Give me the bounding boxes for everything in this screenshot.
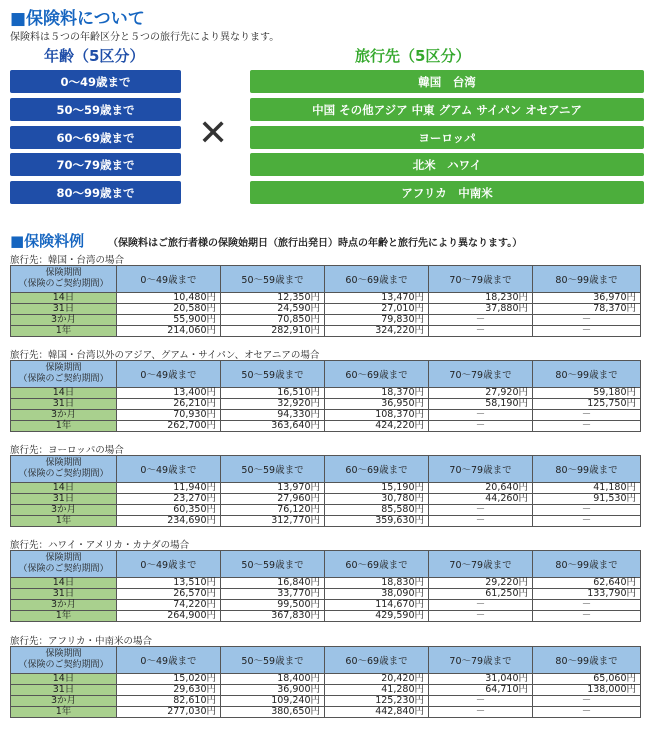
period-header-line: （保険のご契約期間） [18,279,109,289]
table-row [11,410,641,421]
period-cell: 1年 [11,611,117,622]
premium-cell: － [533,696,641,707]
premium-cell: 13,970円 [221,483,325,494]
premium-cell: 12,350円 [221,293,325,304]
table-header-row [11,266,641,293]
premium-cell: 15,020円 [117,674,221,685]
premium-cell: － [429,516,533,527]
premium-cell: 15,190円 [325,483,429,494]
premium-cell: 82,610円 [117,696,221,707]
period-header-line: （保険のご契約期間） [18,564,109,574]
table-caption: 旅行先：韓国・台湾の場合 [10,255,125,266]
age-header: 70～79歳まで [429,456,533,483]
premium-cell: 324,220円 [325,326,429,337]
premium-cell: 262,700円 [117,421,221,432]
table-row [11,685,641,696]
premium-cell: 85,580円 [325,505,429,516]
premium-cell: － [533,326,641,337]
premium-cell: 29,630円 [117,685,221,696]
period-header [11,266,117,293]
age-category-box: 60～69歳まで [10,126,181,149]
premium-cell: 60,350円 [117,505,221,516]
age-header: 70～79歳まで [429,551,533,578]
premium-cell: 38,090円 [325,589,429,600]
premium-cell: 30,780円 [325,494,429,505]
premium-cell: 18,370円 [325,388,429,399]
premium-cell: 18,830円 [325,578,429,589]
period-cell: 3か月 [11,410,117,421]
premium-cell: 13,510円 [117,578,221,589]
period-header-line: （保険のご契約期間） [18,374,109,384]
period-cell: 14日 [11,293,117,304]
premium-cell: 13,470円 [325,293,429,304]
premium-cell: 108,370円 [325,410,429,421]
age-header: 80～99歳まで [533,551,641,578]
premium-cell: 133,790円 [533,589,641,600]
table-header-row [11,647,641,674]
premium-cell: － [533,421,641,432]
table-caption: 旅行先：アフリカ・中南米の場合 [10,636,153,647]
age-header: 0～49歳まで [117,551,221,578]
premium-cell: 70,850円 [221,315,325,326]
premium-cell: 74,220円 [117,600,221,611]
table-row [11,326,641,337]
premium-cell: 61,250円 [429,589,533,600]
premium-cell: － [429,421,533,432]
period-cell: 31日 [11,685,117,696]
premium-cell: 79,830円 [325,315,429,326]
premium-cell: － [533,611,641,622]
age-header: 50～59歳まで [221,456,325,483]
age-category-box: 50～59歳まで [10,98,181,121]
period-cell: 3か月 [11,696,117,707]
premium-cell: 94,330円 [221,410,325,421]
period-header-line: （保険のご契約期間） [18,660,109,670]
premium-cell: － [533,410,641,421]
period-header-line: （保険のご契約期間） [18,469,109,479]
premium-cell: 55,900円 [117,315,221,326]
table-row [11,399,641,410]
age-category-box: 70～79歳まで [10,153,181,176]
premium-cell: 380,650円 [221,707,325,718]
rate-table [10,550,641,622]
premium-cell: － [429,611,533,622]
premium-cell: 234,690円 [117,516,221,527]
premium-cell: 138,000円 [533,685,641,696]
premium-cell: － [533,600,641,611]
premium-cell: － [533,505,641,516]
period-header-line: 保険期間 [45,458,82,468]
premium-cell: 36,950円 [325,399,429,410]
age-header: 0～49歳まで [117,266,221,293]
page-title: ■保険料について [10,9,145,29]
period-header-line: 保険期間 [45,553,82,563]
premium-cell: 37,880円 [429,304,533,315]
period-cell: 1年 [11,516,117,527]
premium-cell: 114,670円 [325,600,429,611]
premium-cell: 214,060円 [117,326,221,337]
age-header: 0～49歳まで [117,361,221,388]
premium-cell: 367,830円 [221,611,325,622]
period-header [11,361,117,388]
table-row [11,421,641,432]
age-header: 80～99歳まで [533,361,641,388]
premium-cell: 13,400円 [117,388,221,399]
table-header-row [11,361,641,388]
examples-note: （保険料はご旅行者様の保険始期日（旅行出発日）時点の年齢と旅行先により異なります。） [108,238,523,249]
table-header-row [11,551,641,578]
premium-cell: 36,900円 [221,685,325,696]
premium-cell: 277,030円 [117,707,221,718]
period-cell: 14日 [11,578,117,589]
premium-cell: 59,180円 [533,388,641,399]
period-cell: 14日 [11,388,117,399]
table-caption: 旅行先：韓国・台湾以外のアジア、グアム・サイパン、オセアニアの場合 [10,350,320,361]
premium-cell: 125,230円 [325,696,429,707]
premium-cell: － [533,707,641,718]
premium-cell: － [429,696,533,707]
premium-cell: 31,040円 [429,674,533,685]
age-category-box: 80～99歳まで [10,181,181,204]
premium-cell: 20,580円 [117,304,221,315]
multiply-icon: ✕ [198,113,229,154]
premium-cell: 36,970円 [533,293,641,304]
period-header [11,456,117,483]
premium-cell: 10,480円 [117,293,221,304]
table-row [11,578,641,589]
period-header [11,551,117,578]
period-cell: 31日 [11,304,117,315]
period-cell: 1年 [11,707,117,718]
age-header: 70～79歳まで [429,647,533,674]
premium-cell: 32,920円 [221,399,325,410]
destination-category-box: 韓国 台湾 [250,70,644,93]
age-header: 0～49歳まで [117,647,221,674]
premium-cell: 18,230円 [429,293,533,304]
premium-cell: － [429,315,533,326]
table-row [11,388,641,399]
age-header: 50～59歳まで [221,361,325,388]
premium-cell: 312,770円 [221,516,325,527]
age-column-title: 年齢（5区分） [44,47,145,65]
period-cell: 3か月 [11,315,117,326]
age-header: 60～69歳まで [325,266,429,293]
period-header-line: 保険期間 [45,363,82,373]
age-header: 50～59歳まで [221,266,325,293]
table-row [11,505,641,516]
destination-category-box: アフリカ 中南米 [250,181,644,204]
table-caption: 旅行先：ヨーロッパの場合 [10,445,124,456]
destination-category-box: 北米 ハワイ [250,153,644,176]
period-header-line: 保険期間 [45,649,82,659]
period-cell: 31日 [11,589,117,600]
page-subtitle: 保険料は５つの年齢区分と５つの旅行先により異なります。 [10,32,280,43]
destination-column-title: 旅行先（5区分） [355,47,471,65]
premium-cell: 125,750円 [533,399,641,410]
premium-cell: 27,960円 [221,494,325,505]
premium-cell: － [429,707,533,718]
premium-cell: 27,920円 [429,388,533,399]
period-cell: 31日 [11,494,117,505]
premium-cell: 442,840円 [325,707,429,718]
premium-cell: － [429,505,533,516]
table-row [11,696,641,707]
age-header: 60～69歳まで [325,551,429,578]
period-header [11,647,117,674]
age-header: 80～99歳まで [533,647,641,674]
period-cell: 31日 [11,399,117,410]
premium-cell: 282,910円 [221,326,325,337]
premium-cell: 91,530円 [533,494,641,505]
premium-cell: 429,590円 [325,611,429,622]
premium-cell: 41,280円 [325,685,429,696]
premium-cell: 44,260円 [429,494,533,505]
table-row [11,611,641,622]
premium-cell: 27,010円 [325,304,429,315]
rate-table [10,265,641,337]
period-cell: 1年 [11,326,117,337]
premium-cell: 20,640円 [429,483,533,494]
age-header: 50～59歳まで [221,647,325,674]
premium-cell: 99,500円 [221,600,325,611]
age-header: 80～99歳まで [533,266,641,293]
premium-cell: 26,570円 [117,589,221,600]
table-row [11,600,641,611]
premium-cell: 20,420円 [325,674,429,685]
table-row [11,494,641,505]
period-cell: 14日 [11,674,117,685]
period-cell: 14日 [11,483,117,494]
age-header: 50～59歳まで [221,551,325,578]
age-header: 80～99歳まで [533,456,641,483]
premium-cell: － [533,315,641,326]
period-header-line: 保険期間 [45,268,82,278]
table-row [11,516,641,527]
rate-table [10,646,641,718]
table-row [11,483,641,494]
premium-cell: 11,940円 [117,483,221,494]
age-category-box: 0～49歳まで [10,70,181,93]
age-header: 70～79歳まで [429,266,533,293]
table-row [11,674,641,685]
premium-cell: 41,180円 [533,483,641,494]
premium-cell: 33,770円 [221,589,325,600]
table-row [11,589,641,600]
rate-table [10,455,641,527]
premium-cell: 363,640円 [221,421,325,432]
premium-cell: 26,210円 [117,399,221,410]
premium-cell: 24,590円 [221,304,325,315]
premium-cell: 65,060円 [533,674,641,685]
premium-cell: 18,400円 [221,674,325,685]
premium-cell: 16,840円 [221,578,325,589]
premium-cell: 109,240円 [221,696,325,707]
age-header: 60～69歳まで [325,361,429,388]
destination-category-box: ヨーロッパ [250,126,644,149]
table-row [11,293,641,304]
table-row [11,707,641,718]
destination-category-box: 中国 その他アジア 中東 グアム サイパン オセアニア [250,98,644,121]
premium-cell: 76,120円 [221,505,325,516]
premium-cell: － [429,600,533,611]
premium-cell: 70,930円 [117,410,221,421]
period-cell: 3か月 [11,600,117,611]
table-row [11,315,641,326]
premium-cell: － [533,516,641,527]
premium-cell: 23,270円 [117,494,221,505]
premium-cell: 62,640円 [533,578,641,589]
rate-table [10,360,641,432]
table-header-row [11,456,641,483]
premium-cell: 64,710円 [429,685,533,696]
age-header: 60～69歳まで [325,647,429,674]
age-header: 0～49歳まで [117,456,221,483]
age-header: 60～69歳まで [325,456,429,483]
premium-cell: 58,190円 [429,399,533,410]
premium-cell: 264,900円 [117,611,221,622]
premium-cell: 29,220円 [429,578,533,589]
table-caption: 旅行先：ハワイ・アメリカ・カナダの場合 [10,540,190,551]
examples-title: ■保険料例 [10,232,85,250]
age-header: 70～79歳まで [429,361,533,388]
period-cell: 1年 [11,421,117,432]
premium-cell: 424,220円 [325,421,429,432]
premium-cell: 16,510円 [221,388,325,399]
premium-cell: － [429,326,533,337]
table-row [11,304,641,315]
premium-cell: － [429,410,533,421]
premium-cell: 359,630円 [325,516,429,527]
period-cell: 3か月 [11,505,117,516]
premium-cell: 78,370円 [533,304,641,315]
